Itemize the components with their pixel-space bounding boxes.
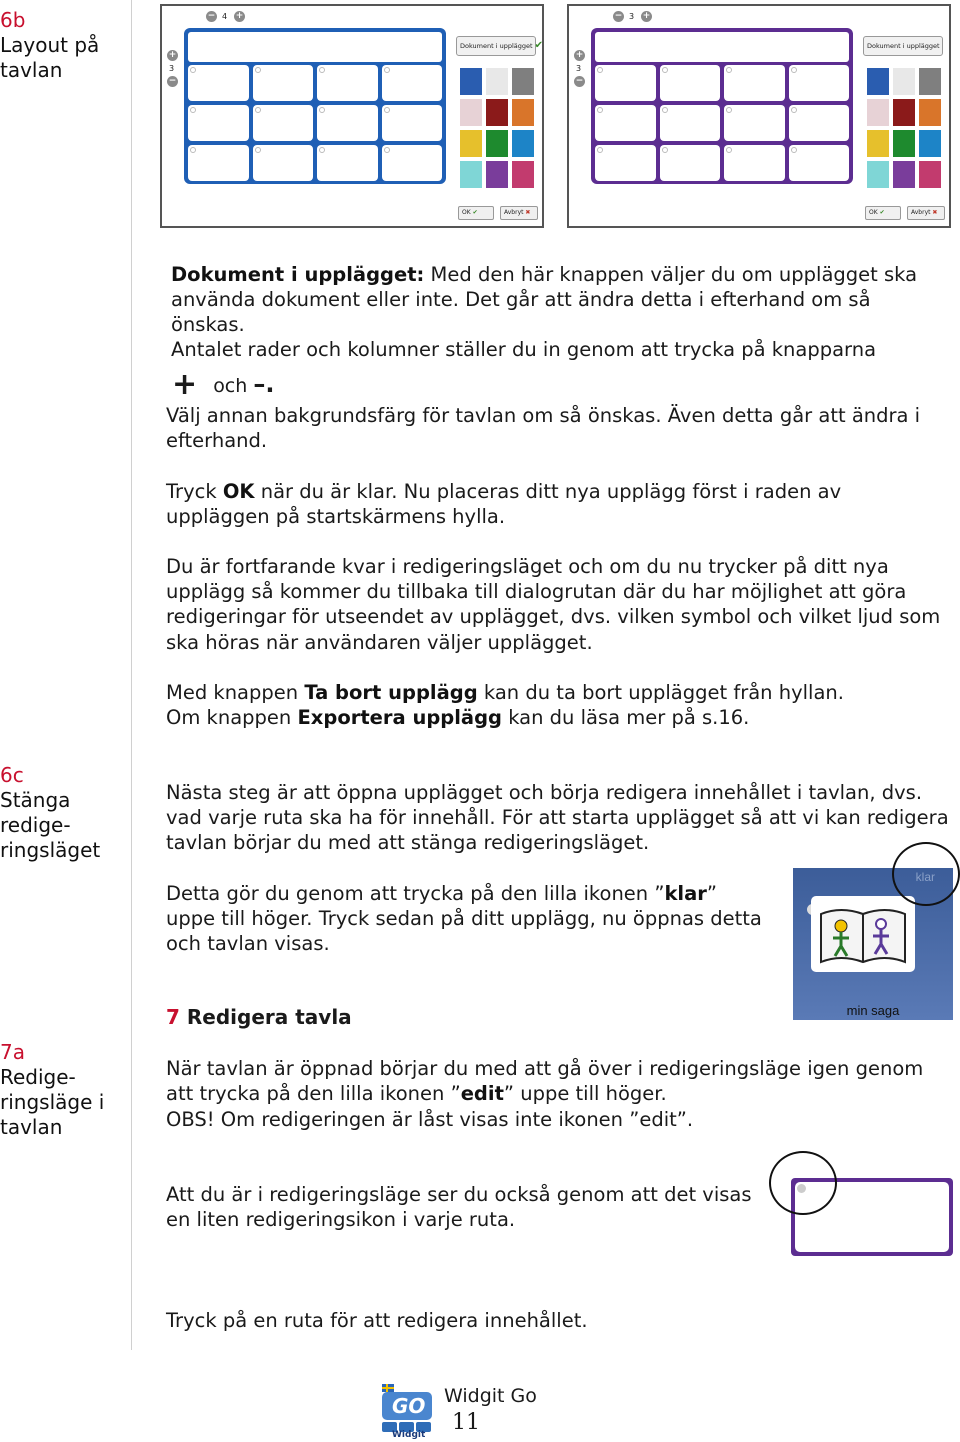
minus-icon[interactable]: − xyxy=(168,76,177,86)
paragraph-text: Välj annan bakgrundsfärg för tavlan om så önskas. Även detta går att ändra i efterhand. xyxy=(166,404,921,453)
paragraph-text: när du är klar. Nu placeras ditt nya upplägg först i raden av uppläggen på startskärmens hylla. xyxy=(166,480,842,529)
board-cell xyxy=(317,105,378,141)
board-title-bar xyxy=(188,32,442,62)
board-cell xyxy=(188,105,249,141)
plus-minus-line xyxy=(172,367,275,402)
plus-icon[interactable]: + xyxy=(575,50,584,60)
color-swatch[interactable] xyxy=(460,130,482,157)
logo-subtext: Widgit xyxy=(392,1430,426,1440)
paragraph-text: ” uppe till höger. xyxy=(503,1082,667,1106)
board-preview xyxy=(591,28,853,184)
paragraph-text: Du är fortfarande kvar i redigeringsläget och om du nu trycker på ditt nya upplägg så kommer du tillbaka till dialogrutan där du har möjlighet att göra redigeringar för utseendet av upplägget, dvs. vilken symbol och vilket ljud som ska höras när användaren väljer upplägget. xyxy=(166,555,941,654)
board-preview xyxy=(184,28,446,184)
highlight-circle xyxy=(769,1151,837,1215)
color-swatch[interactable] xyxy=(919,161,941,188)
board-cell xyxy=(595,105,656,141)
page-number: 11 xyxy=(452,1410,480,1435)
board-caption: min saga xyxy=(846,1003,900,1018)
section-title: Redigera tavla xyxy=(186,1005,352,1029)
paragraph-text: Om knappen xyxy=(166,706,298,729)
board-cell xyxy=(595,145,656,181)
paragraph-text: kan du läsa mer på s.16. xyxy=(502,706,750,729)
margin-divider xyxy=(131,0,132,1350)
section-7a-label xyxy=(0,1040,104,1140)
paragraph-locked-note xyxy=(166,1107,926,1132)
book-icon xyxy=(811,896,915,972)
paragraph-text: kan du ta bort upplägget från hyllan. xyxy=(477,681,844,704)
paragraph-text: Med knappen xyxy=(166,681,305,704)
color-swatch[interactable] xyxy=(867,99,889,126)
minus-icon[interactable]: − xyxy=(575,76,584,86)
board-cell xyxy=(789,105,850,141)
check-icon: ✔ xyxy=(879,209,885,216)
klar-button[interactable]: klar xyxy=(915,870,935,884)
board-cell xyxy=(253,145,314,181)
section-title-line: ringsläge i xyxy=(0,1090,105,1114)
cancel-label: Avbryt xyxy=(911,209,931,216)
board-cell xyxy=(724,105,785,141)
color-swatch[interactable] xyxy=(512,161,534,188)
widgit-go-logo xyxy=(380,1382,436,1440)
paragraph-edit-mode xyxy=(166,554,951,655)
row-count: 3 xyxy=(169,64,175,73)
section-title-line: Stänga xyxy=(0,788,71,812)
minus-icon[interactable]: − xyxy=(207,11,216,21)
paragraph-tap-cell xyxy=(166,1308,588,1333)
board-cell xyxy=(253,65,314,101)
close-icon: ✖ xyxy=(932,209,938,216)
paragraph-ok xyxy=(166,479,946,529)
paragraph-edit-icon xyxy=(166,1056,926,1106)
section-number: 6c xyxy=(0,763,24,787)
column-count: 3 xyxy=(629,12,635,21)
color-swatch[interactable] xyxy=(460,68,482,95)
board-cell xyxy=(660,145,721,181)
paragraph-text: Nästa steg är att öppna upplägget och börja redigera innehållet i tavlan, dvs. vad varje ruta ska ha för innehåll. För att starta upplägget så att vi kan redigera tavlan börjar du med att stänga redigeringsläget. xyxy=(166,781,949,855)
plus-icon[interactable]: + xyxy=(168,50,177,60)
color-swatch[interactable] xyxy=(512,68,534,95)
paragraph-text: Tryck på en ruta för att redigera innehållet. xyxy=(166,1309,588,1332)
section-title-line: tavlan xyxy=(0,1115,63,1139)
minus-icon: –. xyxy=(253,370,275,398)
section-title-line: Layout på xyxy=(0,33,100,57)
color-swatch[interactable] xyxy=(512,99,534,126)
document-toggle-button[interactable] xyxy=(863,36,943,56)
color-palette xyxy=(867,68,945,188)
paragraph-background-color xyxy=(166,403,946,453)
color-swatch[interactable] xyxy=(919,130,941,157)
color-swatch[interactable] xyxy=(893,130,915,157)
paragraph-export xyxy=(166,705,951,730)
color-swatch[interactable] xyxy=(867,161,889,188)
document-toggle-label: Dokument i upplägget xyxy=(867,42,940,50)
board-cell xyxy=(811,896,915,972)
bold-term: Ta bort upplägg xyxy=(304,681,478,704)
cancel-button[interactable] xyxy=(500,206,538,220)
bold-term: Dokument i upplägget: xyxy=(171,263,425,286)
board-cell xyxy=(188,145,249,181)
color-swatch[interactable] xyxy=(486,130,508,157)
paragraph-text: Detta gör du genom att trycka på den lilla ikonen ” xyxy=(166,882,665,905)
plus-icon: + xyxy=(172,367,198,402)
bold-term: Exportera upplägg xyxy=(297,706,503,729)
board-cell xyxy=(724,65,785,101)
color-swatch[interactable] xyxy=(460,161,482,188)
color-swatch[interactable] xyxy=(919,99,941,126)
section-6c-label xyxy=(0,763,100,863)
board-cell xyxy=(253,105,314,141)
section-number: 6b xyxy=(0,8,26,32)
cancel-label: Avbryt xyxy=(504,209,524,216)
board-cell xyxy=(382,105,443,141)
board-cell xyxy=(660,65,721,101)
section-number: 7 xyxy=(166,1005,180,1029)
cancel-button[interactable] xyxy=(907,206,945,220)
check-icon: ✔ xyxy=(534,40,544,51)
paragraph-text: och xyxy=(213,375,248,397)
board-cell xyxy=(789,145,850,181)
bold-term: edit xyxy=(460,1082,504,1106)
board-cell xyxy=(789,65,850,101)
paragraph-klar xyxy=(166,881,766,957)
board-cell xyxy=(382,65,443,101)
document-toggle-button[interactable] xyxy=(456,36,544,56)
paragraph-edit-indicator xyxy=(166,1182,766,1232)
board-cell xyxy=(317,65,378,101)
layout-screenshot-right xyxy=(567,4,951,228)
column-count: 4 xyxy=(222,12,228,21)
board-cell xyxy=(188,65,249,101)
color-swatch[interactable] xyxy=(486,68,508,95)
board-cell xyxy=(595,65,656,101)
paragraph-text: Att du är i redigeringsläge ser du också genom att det visas en liten redigeringsikon i varje ruta. xyxy=(166,1183,752,1232)
color-swatch[interactable] xyxy=(460,99,482,126)
ok-label: OK xyxy=(462,209,471,216)
paragraph-document-button xyxy=(171,262,946,338)
logo-text: GO xyxy=(392,1394,426,1418)
section-title-line: tavlan xyxy=(0,58,63,82)
paragraph-text: Tryck xyxy=(166,480,223,503)
ok-button[interactable] xyxy=(458,206,494,220)
paragraph-next-step xyxy=(166,780,951,856)
paragraph-text: Med den här knappen väljer du om upplägget ska använda dokument eller inte. Det går att ändra detta i efterhand om så önskas. xyxy=(171,263,918,337)
color-palette xyxy=(460,68,538,188)
color-swatch[interactable] xyxy=(512,130,534,157)
check-icon: ✔ xyxy=(472,209,478,216)
highlight-circle xyxy=(892,842,960,906)
paragraph-text: ” uppe till höger. Tryck sedan på ditt upplägg, nu öppnas detta och tavlan visas. xyxy=(166,882,762,956)
ok-label: OK xyxy=(869,209,878,216)
bold-term: klar xyxy=(664,882,707,905)
color-swatch[interactable] xyxy=(867,130,889,157)
section-number: 7a xyxy=(0,1040,25,1064)
section-heading xyxy=(166,1005,352,1029)
ok-button[interactable] xyxy=(865,206,901,220)
color-swatch[interactable] xyxy=(893,99,915,126)
board-title-bar xyxy=(595,32,849,62)
layout-screenshot-left xyxy=(160,4,544,228)
paragraph-text: OBS! Om redigeringen är låst visas inte ikonen ”edit”. xyxy=(166,1108,694,1131)
color-swatch[interactable] xyxy=(893,161,915,188)
paragraph-text: När tavlan är öppnad börjar du med att gå över i redigeringsläge igen genom att trycka på den lilla ikonen ” xyxy=(166,1057,924,1106)
color-swatch[interactable] xyxy=(486,99,508,126)
close-icon: ✖ xyxy=(525,209,531,216)
paragraph-rows-columns xyxy=(171,337,946,362)
color-swatch[interactable] xyxy=(486,161,508,188)
paragraph-text: Antalet rader och kolumner ställer du in genom att trycka på knapparna xyxy=(171,338,877,361)
document-toggle-label: Dokument i upplägget xyxy=(460,42,533,50)
paragraph-delete xyxy=(166,680,951,705)
color-swatch[interactable] xyxy=(893,68,915,95)
bold-term: OK xyxy=(222,480,255,503)
color-swatch[interactable] xyxy=(919,68,941,95)
row-count: 3 xyxy=(576,64,582,73)
color-swatch[interactable] xyxy=(867,68,889,95)
section-title-line: redige- xyxy=(0,813,71,837)
footer-title: Widgit Go xyxy=(444,1385,537,1407)
minus-icon[interactable]: − xyxy=(614,11,623,21)
section-6b-label xyxy=(0,8,99,83)
plus-icon[interactable]: + xyxy=(642,11,651,21)
board-cell xyxy=(724,145,785,181)
plus-icon[interactable]: + xyxy=(235,11,244,21)
section-title-line: ringsläget xyxy=(0,838,101,862)
section-title-line: Redige- xyxy=(0,1065,76,1089)
board-cell xyxy=(660,105,721,141)
board-cell xyxy=(382,145,443,181)
board-cell xyxy=(317,145,378,181)
